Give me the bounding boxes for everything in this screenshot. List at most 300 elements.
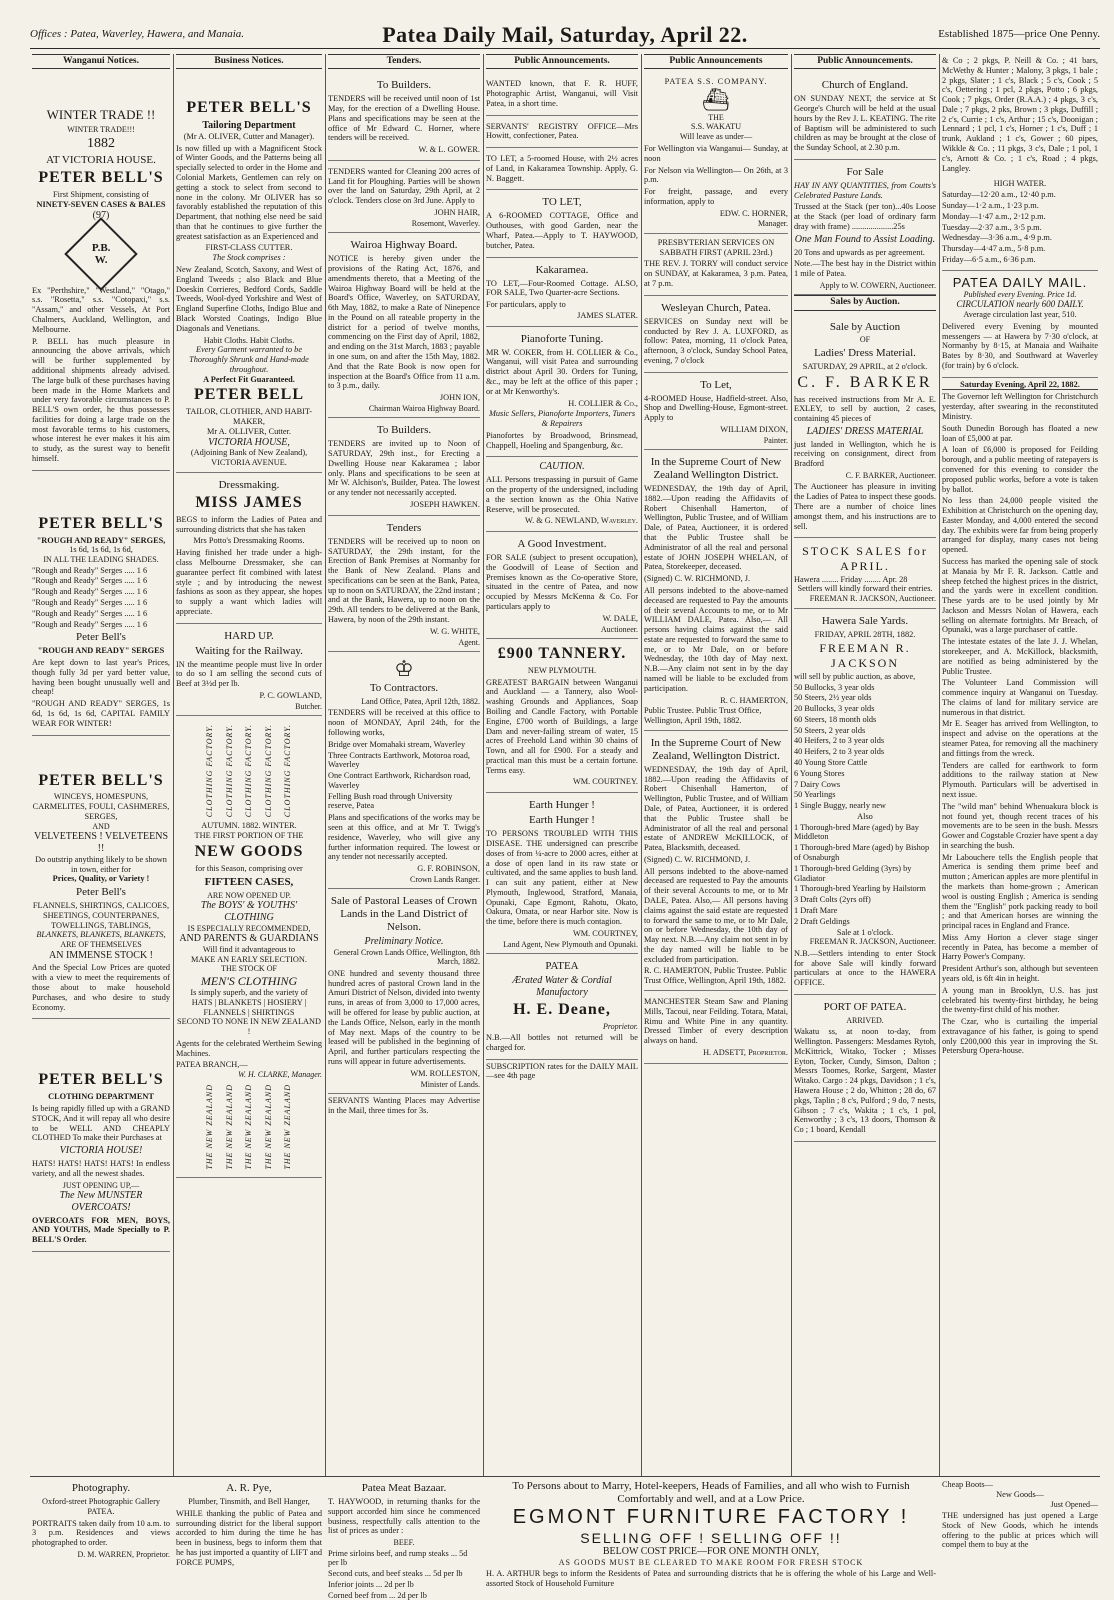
ad-text: 1s 6d, 1s 6d, 1s 6d, bbox=[69, 545, 133, 555]
lot-item: 50 Yearlings bbox=[794, 790, 836, 800]
ad-text: will sell by public auction, as above, bbox=[794, 671, 916, 681]
ad-text: Oxford-street Photographic Gallery PATEA. bbox=[42, 1496, 160, 1516]
tide-row: Monday—1·47 a.m., 2·12 p.m. bbox=[942, 211, 1046, 221]
ad-body: TENDERS wanted for Cleaning 200 acres of Land fit for Ploughing. Parties will be shown over the land on Saturday, 29th April, at 2 o'clock. Tenders close on 3rd June. Apply to bbox=[328, 166, 480, 206]
horse-item: 2 Draft Geldings bbox=[794, 916, 850, 926]
tannery-notice bbox=[486, 639, 638, 793]
earth-hunger-notice bbox=[486, 793, 638, 954]
signature-role: Auctioneer. bbox=[600, 624, 638, 634]
horse-item: 1 Thorough-bred Mare (aged) by Bishop of Osnaburgh bbox=[794, 843, 930, 863]
ad-text: Mr A. OLLIVER, Cutter. bbox=[207, 426, 291, 436]
ad-text: NINETY-SEVEN CASES & BALES bbox=[36, 200, 166, 210]
section-title: Earth Hunger ! bbox=[529, 799, 595, 812]
ad-headline: WINTER TRADE !! bbox=[46, 107, 156, 123]
ad-text: Also bbox=[857, 811, 873, 821]
wairoa-notice bbox=[328, 233, 480, 418]
signature-role: Butcher. bbox=[295, 701, 322, 711]
ad-headline: Cheap Boots— bbox=[942, 1480, 993, 1489]
signature: P. C. GOWLAND, bbox=[259, 690, 322, 700]
price-row: Prime sirloins beef, and rump steaks ... 5d per lb bbox=[328, 1548, 468, 1568]
ad-body: Is being rapidly filled up with a GRAND STOCK, And it will repay all who desire to be WELL AND CHEAPLY CLOTHED To make their Purchases at bbox=[32, 1104, 170, 1143]
section-title: A. R. Pye, bbox=[226, 1482, 272, 1494]
established-line: Established 1875—price One Penny. bbox=[938, 28, 1100, 40]
ad-location: AT VICTORIA HOUSE. bbox=[46, 154, 156, 167]
news-paragraph: The Governor left Wellington for Christchurch yesterday, after swearing in the reconstituted Ministry. bbox=[942, 392, 1098, 422]
ad-body: THE undersigned has just opened a Large Stock of New Goods, which he intends offering to the public at prices which will compel them to buy at the bbox=[942, 1511, 1098, 1550]
section-title: A Good Investment. bbox=[517, 538, 607, 551]
ad-text: First Shipment, consisting of bbox=[53, 190, 149, 200]
lot-item: 50 Steers, 2½ year olds bbox=[794, 693, 872, 703]
section-title: For Sale bbox=[846, 165, 884, 178]
ad-body: HATS! HATS! HATS! HATS! In endless variety, and all the newest shades. bbox=[32, 1158, 170, 1178]
stock-sales-notice bbox=[794, 538, 936, 608]
sawmill-notice bbox=[644, 991, 788, 1064]
hay-sale-notice bbox=[794, 160, 936, 295]
signature-role: Proprietor. bbox=[602, 1021, 638, 1031]
ad-body: And the Special Low Prices are quoted with a view to meet the requirements of those about to make household Purchases, and who desire to study Economy. bbox=[32, 963, 170, 1012]
ad-headline: HARD UP. bbox=[224, 629, 274, 642]
dressmaking-ad bbox=[176, 473, 322, 624]
ad-text: SATURDAY, 29 APRIL, at 2 o'clock. bbox=[802, 361, 928, 371]
column-public-announcements-3 bbox=[792, 54, 938, 1476]
ad-text: Ærated Water & Cordial Manufactory bbox=[512, 975, 612, 998]
ad-body: TENDERS are invited up to Noon of SATURDAY, 29th inst., for Erecting a Dwelling House near Kakaramea ; labor only. Plans and specifications to be seen at Mr W. Alchison's, Builder, Patea. The lowest or any tender not necessarily accepted. bbox=[328, 439, 480, 498]
ad-subline: New Goods— bbox=[996, 1489, 1044, 1499]
furniture-factory-ad bbox=[484, 1480, 938, 1589]
to-let-notice bbox=[644, 373, 788, 451]
piano-tuning-notice bbox=[486, 327, 638, 458]
ad-date: Land Office, Patea, April 12th, 1882. bbox=[361, 696, 480, 706]
signature: H. COLLIER & Co., bbox=[568, 398, 638, 408]
ad-body: NOTICE is hereby given under the provisions of the Rating Act, 1876, and amendments thereto, that a Meeting of the Wairoa Highway Board will be held at the Board's Office, Waverley, on SATURDAY, 6th May, 1882, to make a Rate of Ninepence in the Pound on all rateable property in the district for a period of twelve months, commencing on the First day of April, 1882, and ending on the 31st March, 1883 ; payable in one sum, on and after the 15th May, 1882. And that the Rate Book is now open for inspection at the Board's Office from 11 a.m. to 3 p.m., daily. bbox=[328, 254, 480, 391]
banner-text: CLOTHING FACTORY. bbox=[224, 724, 234, 818]
ad-text: SECOND TO NONE IN NEW ZEALAND ! bbox=[176, 1017, 322, 1037]
ad-body: THE REV. J. TORRY will conduct service on SUNDAY, at Kakaramea, 3 p.m. Patea, at 7 p.m. bbox=[644, 259, 788, 289]
ad-subline: Just Opened— bbox=[1050, 1499, 1098, 1509]
pye-plumber-ad bbox=[174, 1480, 324, 1567]
wesleyan-notice bbox=[644, 296, 788, 373]
ad-text: Hawera ........ Friday ........ Apr. 28 bbox=[794, 574, 908, 584]
signature: D. M. WARREN, Proprietor. bbox=[77, 1549, 170, 1559]
signature: C. F. BARKER, Auctioneer. bbox=[845, 471, 936, 481]
cleaning-tender bbox=[328, 161, 480, 233]
signature-role: Music Sellers, Pianoforte Importers, Tuners & Repairers bbox=[488, 409, 636, 429]
ad-subline: SELLING OFF ! SELLING OFF !! bbox=[580, 1529, 842, 1546]
tide-row: Thursday—4·47 a.m., 5·8 p.m. bbox=[942, 244, 1046, 254]
ad-text: IS ESPECIALLY RECOMMENDED, bbox=[187, 923, 311, 933]
ad-year: 1882 bbox=[87, 135, 115, 151]
news-paragraph: Tenders are called for earthwork to form additions to the railway station at New Plymouth. Particulars will be advertised in next issue. bbox=[942, 760, 1098, 799]
caution-notice bbox=[486, 457, 638, 532]
signature-role: Crown Lands Ranger. bbox=[410, 874, 480, 884]
tide-row: Tuesday—2·37 a.m., 3·5 p.m. bbox=[942, 222, 1042, 232]
banner-text: THE NEW ZEALAND bbox=[263, 1083, 273, 1170]
ad-text: MAKE AN EARLY SELECTION. bbox=[191, 954, 307, 964]
hard-up-ad bbox=[176, 624, 322, 717]
ad-body: WEDNESDAY, the 19th day of April, 1882.—Upon reading the Affidavits of Robert Chisenhall Hamerton, of Wellington, Public Trustee, and of William Dale, of Patea, Auctioneer, it is ordered that the Public Trustee shall be Administrator of all the real and personal estate of JOHN JOSEPH WHELAN, of Patea, Storekeeper, deceased. bbox=[644, 484, 788, 572]
section-title: Patea Meat Bazaar. bbox=[361, 1482, 447, 1494]
ad-body: A 6-ROOMED COTTAGE, Office and Outhouses, with good Garden, near the Wharf, Patea.—Apply to T. HAYWOOD, butcher, Patea. bbox=[486, 211, 638, 250]
cottage-notice bbox=[486, 190, 638, 257]
ad-body: For Wellington via Wanganui— Sunday, at noon bbox=[644, 143, 788, 163]
ad-text: THE bbox=[708, 112, 724, 122]
column-tenders bbox=[326, 54, 482, 1476]
news-paragraph: Success has marked the opening sale of stock at Manaia by Mr F. R. Jackson. Cattle and sheep fetched the highest prices in the district, and the yards were in excellent condition. These yards are to be used jointly by Mr Jackson and Messrs Nolan of Hawera, each selling on alternate fortnights. Mr Breach, of Opunaki, was a large purchaser of cattle. bbox=[942, 556, 1098, 635]
signature: WILLIAM DIXON, bbox=[720, 424, 788, 434]
signature-role: Manager. bbox=[758, 219, 788, 229]
signature-role: Painter. bbox=[763, 435, 788, 445]
ad-text: HATS | BLANKETS | HOSIERY | FLANNELS | SHIRTINGS bbox=[191, 997, 307, 1017]
serge-line: "Rough and Ready" Serges ..... 1 6 bbox=[32, 608, 148, 618]
ad-brand: PETER BELL'S bbox=[186, 99, 312, 117]
ad-body: T. HAYWOOD, in returning thanks for the support accorded him since he commenced business, respectfully calls attention to the list of prices as under : bbox=[328, 1496, 480, 1536]
ad-text: CIRCULATION nearly 600 DAILY. bbox=[956, 299, 1084, 310]
section-title: Ladies' Dress Material. bbox=[814, 346, 916, 359]
serges-ad bbox=[32, 509, 170, 736]
banner-text: CLOTHING FACTORY. bbox=[263, 724, 273, 818]
banner-text: THE NEW ZEALAND bbox=[224, 1083, 234, 1170]
ad-text: WINCEYS, HOMESPUNS, CARMELITES, FOULI, CASHMERES, SERGES, bbox=[32, 792, 170, 821]
ad-body: MANCHESTER Steam Saw and Planing Mills, Tacoui, near Feilding. Totara, Matai, Rimu and White Pine in any quantity. Dressed Timber of every description always on hand. bbox=[644, 997, 788, 1046]
ad-body: Having finished her trade under a high-class Melbourne Dressmaker, she can guarantee perfect fit combined with latest style ; and by introducing the newest fashions as soon as they appear, she hopes to supply a want which ladies will appreciate. bbox=[176, 548, 322, 616]
horse-item: 1 Draft Mare bbox=[794, 905, 838, 915]
ad-text: (Signed) C. W. RICHMOND, J. bbox=[644, 574, 751, 584]
newspaper-title: Patea Daily Mail, Saturday, April 22. bbox=[382, 22, 748, 47]
news-paragraph: The Volunteer Land Commission will commence inquiry at Wanganui on Tuesday. The claims of land for military service are numerous in that district. bbox=[942, 678, 1098, 717]
section-title: Wesleyan Church, Patea. bbox=[661, 301, 771, 314]
ad-body: New Zealand, Scotch, Saxony, and West of England Tweeds ; also Black and Blue Doeskin Corrieres, Bedford Cords, Saddle Tweeds, Wool-dyed Yorkshire and West of England Superfine Cloths, Indigo Blue and Black Worsted Coatings, Indigo Blue Diagonals and Venetians. bbox=[176, 265, 322, 333]
section-title: Church of England. bbox=[821, 79, 909, 92]
signature: R. C. HAMERTON, bbox=[720, 695, 788, 705]
court-notice-whelan bbox=[644, 450, 788, 731]
ad-text: The Stock comprises : bbox=[212, 253, 286, 263]
ad-body: TENDERS will be received up to noon on SATURDAY, the 29th instant, for the Erection of Bank Premises at Normanby for the Bank of New Zealand. Plans and specifications can be seen at the Bank, Patea, up to noon on SATURDAY, the 22nd instant ; and at the Bank, Hawera, up to noon on the 29th. All tenders to be delivered at the Bank, Hawera, by noon of the 29th instant. bbox=[328, 536, 480, 624]
masthead bbox=[30, 22, 1100, 49]
ad-body: Plans and specifications of the works may be seen at this office, and at Mr T. Twigg's residence, Waverley, who will give any further information required. The lowest or any tender not necessarily accepted. bbox=[328, 813, 480, 862]
church-notice bbox=[794, 73, 936, 160]
meat-bazaar-ad bbox=[326, 1480, 482, 1600]
signature: FREEMAN R. JACKSON, Auctioneer. bbox=[809, 594, 936, 604]
serge-line: "Rough and Ready" Serges ..... 1 6 bbox=[32, 619, 148, 629]
ad-text: Will leave as under— bbox=[679, 132, 753, 142]
price-row: Inferior joints ... 2d per lb bbox=[328, 1579, 414, 1589]
work-item: One Contract Earthwork, Richardson road, Waverley bbox=[328, 771, 471, 790]
tailoring-ad bbox=[176, 73, 322, 473]
ad-body: IN the meantime people must live In order to do so I am selling the second cuts of Beef at 3½d per lb. bbox=[176, 659, 322, 689]
signature: EDW. C. HORNER, bbox=[719, 208, 788, 218]
ad-brand: PETER BELL bbox=[193, 386, 305, 404]
signature-role: Agent. bbox=[458, 637, 480, 647]
ad-body: Delivered every Evening by mounted messengers — at Hawera by 7·30 o'clock, at Normanby by 8·15, at Manaia and Waihaite Bates by 8·30, and Southward at Waverley (for train) by 6 o'clock. bbox=[942, 321, 1098, 370]
pbw-logo bbox=[64, 217, 138, 291]
bank-tender bbox=[328, 516, 480, 652]
column-news bbox=[940, 54, 1100, 1476]
ad-text: AS GOODS MUST BE CLEARED TO MAKE ROOM FOR FRESH STOCK bbox=[558, 1557, 864, 1567]
ad-brand: MISS JAMES bbox=[195, 493, 303, 511]
tide-row: Wednesday—3·36 a.m., 4·9 p.m. bbox=[942, 233, 1052, 243]
ad-text: ARE NOW OPENED UP. bbox=[207, 890, 291, 900]
column-header: Public Announcements. bbox=[794, 54, 936, 69]
work-item: Bridge over Momahaki stream, Waverley bbox=[328, 739, 466, 749]
signature: JOHN ION, bbox=[439, 393, 480, 403]
auctioneer-name: FREEMAN R. JACKSON bbox=[819, 641, 911, 670]
ad-body: Are kept down to last year's Prices, though fully 3d per yard better value, having been bought unusually well and cheap! bbox=[32, 658, 170, 697]
horse-item: 1 Thorough-bred Mare (aged) by Bay Middleton bbox=[794, 822, 919, 842]
column-header: Public Announcements. bbox=[486, 54, 638, 69]
section-title: Earth Hunger ! bbox=[529, 814, 595, 827]
ad-text: FIRST-CLASS CUTTER. bbox=[205, 243, 293, 253]
ad-text: AND bbox=[92, 821, 110, 831]
section-title: Pianoforte Tuning. bbox=[520, 332, 604, 345]
signature: H. ADSETT, Proprietor. bbox=[703, 1047, 788, 1057]
pastoral-leases-notice bbox=[328, 889, 480, 1094]
signature: WM. COURTNEY. bbox=[572, 777, 638, 787]
builders-tender bbox=[328, 73, 480, 161]
paper-name: PATEA DAILY MAIL. bbox=[952, 274, 1088, 290]
ad-body: TENDERS will be received at this office to noon of MONDAY, April 24th, for the following works, bbox=[328, 708, 480, 737]
ad-text: Average circulation last year, 510. bbox=[963, 310, 1077, 319]
news-paragraph: No less than 24,000 people visited the Exhibition at Christchurch on the opening day, Easter Monday, and 4,000 entered the second day. The exhibits were far from being properly arranged for display, many cases not being opened. bbox=[942, 496, 1098, 555]
ad-body: The Auctioneer has pleasure in inviting the Ladies of Patea to inspect these goods. There are a number of choice lines amongst them, and his instructions are to sell. bbox=[794, 482, 936, 531]
ad-body: WANTED known, that F. R. HUFF, Photographic Artist, Wanganui, will Visit Patea, in a short time. bbox=[486, 79, 638, 108]
ad-text: for this Season, comprising over bbox=[195, 863, 303, 873]
offices-line: Offices : Patea, Waverley, Hawera, and Manaia. bbox=[30, 28, 245, 40]
section-title: STOCK SALES for APRIL. bbox=[802, 544, 928, 573]
section-title: In the Supreme Court of New Zealand Wellington District. bbox=[650, 456, 782, 482]
ad-text: AUTUMN. 1882. WINTER. bbox=[201, 821, 297, 831]
ad-brand: PETER BELL'S bbox=[38, 169, 164, 187]
section-title: CAUTION. bbox=[539, 461, 585, 473]
ad-text: MEN'S CLOTHING bbox=[200, 973, 298, 988]
ad-body: BEGS to inform the Ladies of Patea and surrounding districts that she has taken bbox=[176, 514, 322, 534]
news-paragraph: President Arthur's son, although but seventeen years old, is 6ft 4in in height. bbox=[942, 964, 1098, 983]
ad-body: All persons indebted to the above-named deceased are requested to Pay the amounts of their several Accounts to me, or to Mr DALE, Patea. Also,— All persons having claims against the said estate are requested to forward the same to me, or to Mr Dale, on or before Wednesday, the 10th day of May next. N.B.—Any claim not sent in by the day named will be liable to be excluded from participation. bbox=[644, 866, 788, 964]
ad-body: HAY IN ANY QUANTITIES, from Coutts's Celebrated Pasture Lands. bbox=[794, 180, 936, 200]
section-title: PORT OF PATEA. bbox=[823, 1000, 907, 1013]
ad-text: JUST OPENING UP,— bbox=[62, 1180, 140, 1190]
section-title: Kakaramea. bbox=[535, 263, 589, 276]
ad-headline: EGMONT FURNITURE FACTORY ! bbox=[512, 1505, 910, 1528]
ad-text: A Perfect Fit Guaranteed. bbox=[203, 374, 295, 384]
ad-body: FOR SALE (subject to present occupation), the Goodwill of Lease of Section and Premises known as the Co-operative Store, situated in the centre of Patea, and now occupied by Messrs McKenna & Co. For particulars apply to bbox=[486, 553, 638, 611]
ad-brand: H. E. Deane, bbox=[513, 1000, 611, 1018]
lot-item: 1 Single Buggy, nearly new bbox=[794, 801, 886, 811]
ad-body: All persons indebted to the above-named deceased are requested to Pay the amounts of their several Accounts to me, or to Mr WILLIAM DALE, Patea. Also,— All persons having claims against the said estate are requested to forward the same to me, or to Mr Dale, on or before Wednesday, the 10th day of May next. N.B.—Any claim not sent in by the day named will be liable to be excluded from participation. bbox=[644, 585, 788, 693]
signature: FREEMAN R. JACKSON, Auctioneer. bbox=[809, 937, 936, 947]
ad-text: (97) bbox=[92, 209, 110, 221]
ad-text: Preliminary Notice. bbox=[364, 936, 444, 948]
ad-body: Note.—The best hay in the District within 1 mile of Patea. bbox=[794, 259, 936, 279]
bottom-divider bbox=[30, 1476, 1100, 1477]
work-item: Felling Bush road through University reserve, Patea bbox=[328, 791, 453, 811]
ad-text: VICTORIA HOUSE, bbox=[208, 436, 290, 448]
section-title: Dressmaking. bbox=[218, 478, 280, 491]
section-title: TO LET, bbox=[542, 196, 582, 209]
ad-body: Is now filled up with a Magnificent Stock of Winter Goods, and the Patterns being all specially selected to order in the Home and Colonial Markets, Gentlemen can rely on getting a stock to select from second to none in the colony. Mr OLIVER has so favorably established the reputation of this Department, that nothing else need be said than that he continues to give further the greatest satisfaction as an Experienced and bbox=[176, 143, 322, 241]
section-title: Hawera Sale Yards. bbox=[821, 614, 909, 627]
ad-text: VELVETEENS ! VELVETEENS !! bbox=[33, 831, 169, 854]
huff-notice bbox=[486, 73, 638, 115]
news-paragraph: Mr Labouchere tells the English people that America is sending them prime beef and mutton ; American apples are more plentiful in the markets than home-grown ; American wool is ousting English ; America is sending them the "English" pork packing ready to boil ; and that American horses are winning the principal races in England and France. bbox=[942, 852, 1098, 931]
signature: JOHN HAIR, bbox=[434, 207, 480, 217]
investment-notice bbox=[486, 532, 638, 639]
aerated-water-ad bbox=[486, 954, 638, 1059]
ad-body: For Nelson via Wellington— On 26th, at 3 p.m. bbox=[644, 165, 788, 185]
signature: W. & G. NEWLAND, Waverley. bbox=[525, 516, 638, 526]
dress-material-auction bbox=[794, 315, 936, 539]
section-title: Wairoa Highway Board. bbox=[350, 239, 458, 252]
ad-brand: Peter Bell's bbox=[76, 631, 126, 644]
kakaramea-notice bbox=[486, 258, 638, 327]
ad-text: LADIES' DRESS MATERIAL bbox=[806, 425, 924, 437]
ad-body: ONE hundred and seventy thousand three hundred acres of pastoral Crown land in the Amuri District of Nelson, divided into twenty runs, in areas of from 3,000 to 17,000 acres, will be offered for lease by public auction, at the Lands Office, Nelson, early in the month of May next. Maps of the country to be leased will be published in the beginning of April, and further particulars respecting the runs will appear in future advertisements. bbox=[328, 968, 480, 1066]
ad-text: Ex "Perthshire," "Westland," "Otago," s.s. "Rosetta," s.s. "Cotopaxi," s.s. "Assam," and other Vessels, At Port Chalmers, Auckland, Wellington, and Melbourne. bbox=[32, 285, 170, 334]
ad-text: Prices, Quality, or Variety ! bbox=[52, 874, 150, 884]
winceys-ad bbox=[32, 766, 170, 1020]
ad-text: OF bbox=[859, 335, 871, 345]
ad-body: TENDERS will be received until noon of 1st May, for the erection of a Dwelling House. Plans and specifications may be seen at the office of Mr Edward C. Horner, where tenders will be received. bbox=[328, 94, 480, 143]
lot-item: 40 Young Store Cattle bbox=[794, 758, 868, 767]
vertical-banner bbox=[176, 1084, 322, 1170]
ad-brand: PETER BELL'S bbox=[38, 514, 164, 532]
lot-item: 60 Steers, 18 month olds bbox=[794, 714, 877, 724]
builders-tender-2 bbox=[328, 418, 480, 515]
ad-text: ARE OF THEMSELVES bbox=[60, 940, 142, 950]
ad-text: Every Garment warranted to be Thoroughly Shrunk and Hand-made throughout. bbox=[189, 345, 309, 374]
ad-body: TO PERSONS TROUBLED WITH THIS DISEASE. THE undersigned can prescribe doses of from ¼-acre to 2000 acres, either at a dose of open land in its raw state or cultivated, and the same applies to bush land. I can suit any patient, either at New Plymouth, Inglewood, Stratford, Manaia, Opunaki, Cape Egmont, Rahotu, Okato, Oakura, Omata, or near Harbor site. Now is the time, before there is much contagion. bbox=[486, 829, 638, 927]
winter-trade-ad bbox=[32, 73, 170, 471]
contractors-tender bbox=[328, 652, 480, 889]
ad-body: MR W. COKER, from H. COLLIER & Co., Wanganui, will visit Patea and surrounding district about April 30. Orders for Tuning, &c., may be left at the office of this paper ; or at Mr Kenworthy's. bbox=[486, 347, 638, 396]
ad-text: "ROUGH AND READY" SERGES bbox=[37, 646, 165, 656]
ad-body: GREATEST BARGAIN between Wanganui and Auckland — a Tannery, also Wool-washing Grounds and Appliances, Soap Boiling and Candle Factory, with Portable Engine, £700 worth of Buildings, a large Dam and never-failing stream of water, 15 acres of Freehold Land within 30 chains of Town, and all for £900. For a steady and practical man this must be a certain fortune. Terms easy. bbox=[486, 677, 638, 775]
ad-brand: PETER BELL'S bbox=[38, 771, 164, 789]
cargo-continued: & Co ; 2 pkgs, P. Neill & Co. ; 41 bars, McWethy & Hunter ; Malony, 3 pkgs, 1 bale ; 2 pkgs, Slater ; 1 c's, Black ; 5 c's, Cook ; 5 c's, Oettering ; 1 pcl, 2 pkgs, Potto ; 6 pkgs, Cook ; 7 pkgs, Order (R.A.A.) ; 4 pkgs, 3 c's, Dale ; 7 pkgs, 2 pks, Brown ; 3 pkgs, Duffill ; 2 c's, Currie ; 1 c's, Arthur ; 15 c's, Doonigan ; Lennard ; 1 pcl, 1 c's, Horner ; 1 c's, Duff ; 1 trunk, Aukland ; 1 c's, Gower ; 60 pipes, Wikkle & Co. ; 11 pkgs, 3 c's, Dale ; 1 pol, 1 c's, Arnott & Co. ; 1 c's, Road ; 4 pkgs, Langley. bbox=[942, 56, 1098, 173]
section-title: To Builders. bbox=[376, 424, 432, 437]
registry-notice bbox=[486, 116, 638, 149]
ad-text: Settlers will kindly forward their entries. bbox=[797, 584, 933, 594]
ad-text: (Signed) C. W. RICHMOND, J. bbox=[644, 854, 751, 864]
ad-body: OVERCOATS FOR MEN, BOYS, AND YOUTHS, Made Specially to P. BELL'S Order. bbox=[32, 1215, 170, 1245]
news-paragraph: The "wild man" behind Whenuakura block is not found yet, though recent traces of his movements are to be seen in the bush. Messrs Gower and Cogstable Crozier have spent a day in searching the bush. bbox=[942, 801, 1098, 850]
signature: JAMES SLATER. bbox=[577, 310, 638, 320]
ad-text: TAILOR, CLOTHIER, AND HABIT-MAKER, bbox=[185, 407, 312, 427]
ad-text: (Adjoining Bank of New Zealand), VICTORIA AVENUE. bbox=[190, 448, 308, 468]
serge-line: "Rough and Ready" Serges ..... 1 6 bbox=[32, 576, 148, 586]
ad-text: BELOW COST PRICE—FOR ONE MONTH ONLY, bbox=[602, 1546, 820, 1558]
lot-item: 20 Bullocks, 3 year olds bbox=[794, 704, 875, 714]
ad-body: PORTRAITS taken daily from 10 a.m. to 3 p.m. Residences and views photographed to order. bbox=[32, 1518, 170, 1548]
serge-line: "Rough and Ready" Serges ..... 1 6 bbox=[32, 565, 148, 575]
signature: WM. COURTNEY, bbox=[572, 929, 638, 938]
ad-headline: NEW GOODS bbox=[194, 842, 304, 860]
auctioneer-name: C. F. BARKER bbox=[797, 373, 933, 391]
ad-text: PATEA BRANCH,— bbox=[176, 1060, 248, 1070]
hawera-sale-yards bbox=[794, 609, 936, 995]
ad-body: 4-ROOMED House, Hadfield-street. Also, Shop and Dwelling-House, Egmont-street. Apply to bbox=[644, 393, 788, 423]
logo-text: W. bbox=[94, 253, 108, 266]
signature: W. DALE, bbox=[602, 613, 638, 623]
lot-item: 40 Heifers, 2 to 3 year olds bbox=[794, 747, 885, 757]
signature: WM. ROLLESTON, bbox=[410, 1068, 480, 1078]
news-paragraph: A loan of £6,000 is proposed for Feilding borough, and a public meeting of ratepayers is convened for this evening to consider the proposed public works, before a vote is taken by ballot. bbox=[942, 445, 1098, 494]
port-of-patea bbox=[794, 995, 936, 1142]
ad-body: WHILE thanking the public of Patea and surrounding district for the liberal support accorded to him during the time he has been in business, begs to inform them that he has just imported a quantity of LIFT and FORCE PUMPS, bbox=[176, 1508, 322, 1567]
ad-text: The New MUNSTER OVERCOATS! bbox=[59, 1189, 143, 1213]
serge-line: "Rough and Ready" Serges ..... 1 6 bbox=[32, 597, 148, 607]
ad-text: To Persons about to Marry, Hotel-keepers, Heads of Families, and all who wish to Furnish Comfortably and well, and at a Low Price. bbox=[512, 1480, 910, 1505]
news-paragraph: The Czar, who is curtailing the imperial extravagance of his father, is going to spend only £200,000 this year in improving the St. Petersburg Opera-house. bbox=[942, 1017, 1098, 1056]
ad-text: Published every Evening. Price 1d. bbox=[963, 289, 1077, 299]
ad-body: N.B.—Settlers intending to enter Stock for above Sale will kindly forward particulars at once to the HAWERA OFFICE. bbox=[794, 948, 936, 988]
signature-role: Public Trustee. Public Trust Office, Wellington, April 19th, 1882. bbox=[644, 706, 762, 726]
ad-body: SERVICES on Sunday next will be conducted by Rev J. A. LUXFORD, as follow: Patea, morning, 11 o'clock Patea, afternoon, 3 o'clock, Sunday School Patea, evening, 7 o'clock bbox=[644, 316, 788, 365]
ad-text: AND PARENTS & GUARDIANS bbox=[179, 932, 319, 944]
column-header: Public Announcements bbox=[644, 54, 788, 69]
ad-subline: Waiting for the Railway. bbox=[195, 644, 303, 657]
ad-body: H. A. ARTHUR begs to inform the Residents of Patea and surrounding districts that he is offering the whole of his Large and Well-assorted Stock of Household Furniture bbox=[486, 1569, 936, 1589]
ad-text: S.S. WAKATU bbox=[690, 122, 742, 132]
ad-text: PATEA bbox=[545, 960, 579, 973]
ad-text: BLANKETS, BLANKETS, BLANKETS, bbox=[36, 930, 166, 940]
ad-text: IN ALL THE LEADING SHADES. bbox=[43, 555, 159, 565]
let-notice bbox=[486, 148, 638, 190]
ad-body: Trussed at the Stack (per ton)...40s Loose at the Stack (per load of ordinary farm dray with frame) ....................25s bbox=[794, 202, 936, 231]
signature: W. G. WHITE, bbox=[429, 626, 480, 636]
servants-notice: SERVANTS Wanting Places may Advertise in the Mail, three times for 3s. bbox=[328, 1095, 480, 1115]
column-public-announcements-1 bbox=[484, 54, 640, 1476]
ad-text: (Mr A. OLIVER, Cutter and Manager). bbox=[183, 131, 315, 141]
section-title: To Let, bbox=[700, 378, 732, 391]
section-title: PRESBYTERIAN SERVICES ON SABBATH FIRST (APRIL 23rd.) bbox=[657, 237, 775, 257]
ad-body: has received instructions from Mr A. E. EXLEY, to sell by auction, 2 cases, containing 45 pieces of bbox=[794, 394, 936, 424]
ad-text: CLOTHING DEPARTMENT bbox=[48, 1092, 154, 1102]
signature-role: Land Agent, New Plymouth and Opunaki. bbox=[503, 939, 638, 949]
ad-text: Will find it advantageous to bbox=[202, 944, 296, 954]
horse-item: 1 Thorough-bred Yearling by Hailstorm bbox=[794, 884, 926, 894]
ad-body: P. BELL has much pleasure in announcing the above arrivals, which will be further supplemented by additional shipments already advised. The large bulk of these purchases having been made in the Home Markets and under very favorable circumstances to P. BELL'S own order, he thus possesses facilities for doing a large trade on the most favorable terms to his customers, whose interest he ever makes it his aim to study, as the surest way to benefit himself. bbox=[32, 336, 170, 463]
ad-date: General Crown Lands Office, Wellington, 8th March, 1882. bbox=[333, 948, 480, 967]
subscription-notice: SUBSCRIPTION rates for the DAILY MAIL —see 4th page bbox=[486, 1061, 638, 1081]
ad-text: FIFTEEN CASES, bbox=[204, 875, 294, 888]
section-title: £900 TANNERY. bbox=[497, 645, 627, 662]
lot-item: 40 Heifers, 2 to 3 year olds bbox=[794, 736, 885, 746]
column-business-notices bbox=[174, 54, 324, 1476]
banner-text: THE NEW ZEALAND bbox=[244, 1083, 254, 1170]
lot-item: 50 Bullocks, 3 year olds bbox=[794, 682, 875, 692]
ad-body: "ROUGH AND READY" SERGES, 1s 6d, 1s 6d, 1s 6d, CAPITAL FAMILY WEAR FOR WINTER! bbox=[32, 699, 170, 728]
boots-ad bbox=[940, 1480, 1100, 1550]
clothing-factory-ad bbox=[176, 716, 322, 1178]
column-wanganui-notices bbox=[30, 54, 172, 1476]
steamship-icon: ⛴ bbox=[702, 86, 730, 112]
section-title: To Builders. bbox=[376, 79, 432, 92]
signature-role: Chairman Wairoa Highway Board. bbox=[368, 403, 480, 413]
lot-item: 6 Young Stores bbox=[794, 768, 845, 778]
ad-text: Sale at 1 o'clock. bbox=[836, 927, 894, 937]
column-header: Wanganui Notices. bbox=[32, 54, 170, 69]
section-title: In the Supreme Court of New Zealand, Wellington District. bbox=[650, 736, 782, 762]
banner-text: CLOTHING FACTORY. bbox=[244, 724, 254, 818]
crest-icon: ♔ bbox=[394, 655, 414, 681]
ad-body: TO LET,—Four-Roomed Cottage. ALSO, FOR SALE, Two Quarter-acre Sections. bbox=[486, 278, 638, 298]
horse-item: 1 Thorough-bred Gelding (3yrs) by Gladiator bbox=[794, 863, 912, 883]
ad-text: ARRIVED. bbox=[846, 1015, 884, 1025]
ad-body: WEDNESDAY, the 19th day of April, 1882.—Upon reading the Affidavits of Robert Chisenhall Hamerton, of Wellington, Public Trustee, and of William Dale, of Patea, Auctioneer, it is ordered that the Public Trustee shall be Administrator of all the real and personal estate of ANDREW McKILLOCK, of Patea, Blacksmith, deceased. bbox=[644, 764, 788, 853]
news-paragraph: Mr E. Seager has arrived from Wellington, to inspect and advise on the operations at the steamer Patea, for removing all the machinery and fittings from the wreck. bbox=[942, 719, 1098, 758]
ad-text: VICTORIA HOUSE! bbox=[59, 1145, 143, 1157]
ad-brand: PETER BELL'S bbox=[38, 1071, 164, 1089]
